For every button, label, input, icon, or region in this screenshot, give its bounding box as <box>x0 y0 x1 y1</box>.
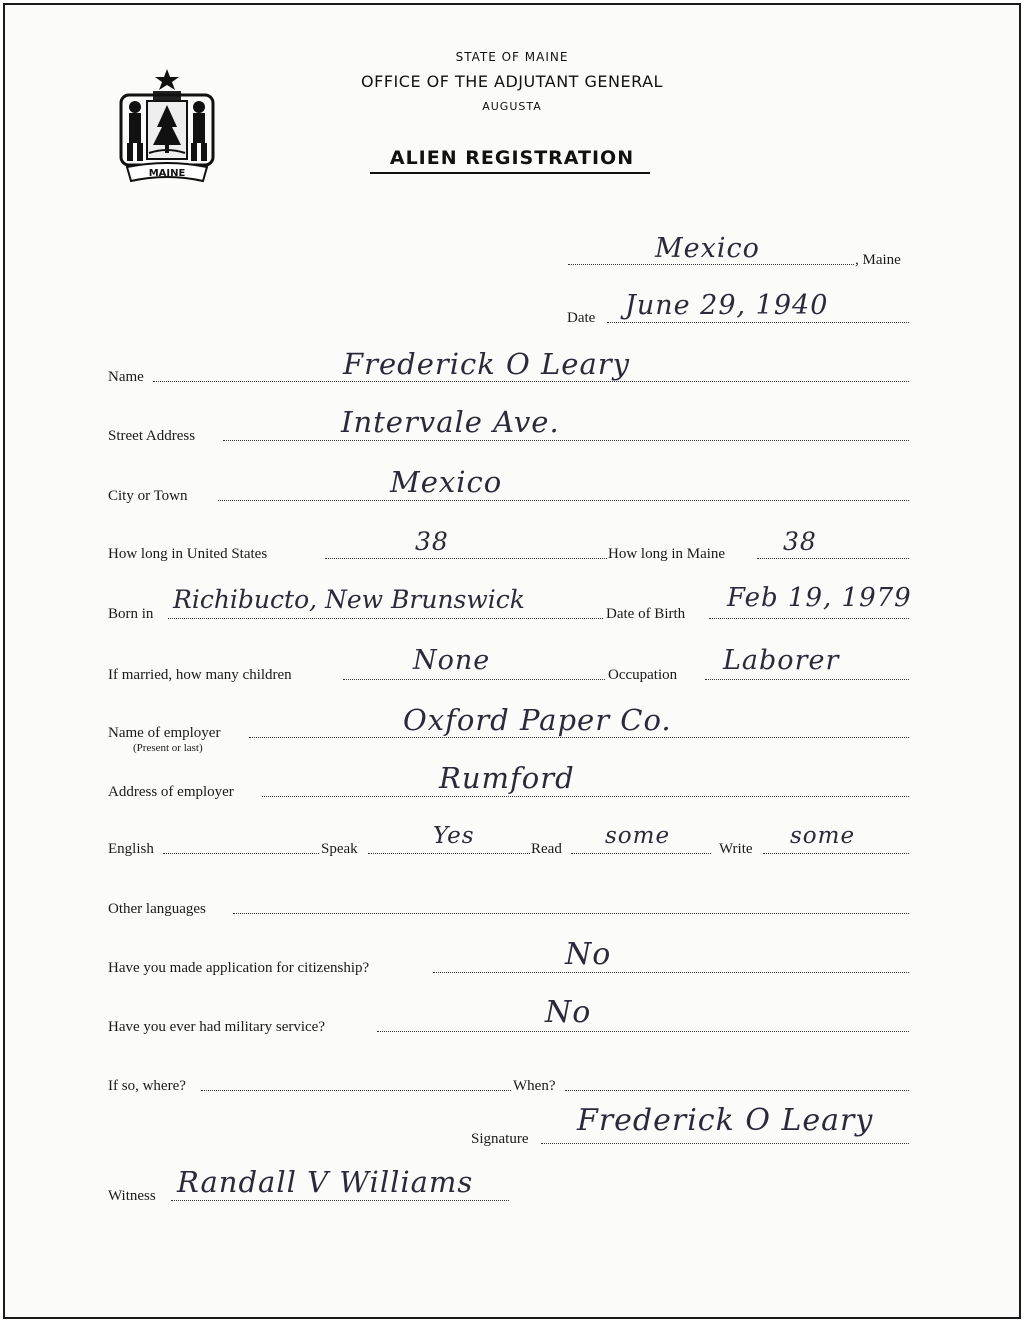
witness-dotted-line <box>171 1200 509 1201</box>
witness-value: Randall V Williams <box>177 1165 474 1199</box>
read-label: Read <box>531 841 562 857</box>
occupation-value: Laborer <box>723 645 840 676</box>
english-label: English <box>108 841 154 857</box>
employer-address-value: Rumford <box>439 761 575 795</box>
city-dotted-line <box>218 500 909 501</box>
name-value: Frederick O Leary <box>343 347 630 381</box>
write-dotted-line <box>763 853 909 854</box>
dob-label: Date of Birth <box>606 606 686 622</box>
form-title: ALIEN REGISTRATION <box>389 147 635 169</box>
town-suffix: , Maine <box>855 252 901 268</box>
read-dotted-line <box>571 853 711 854</box>
write-value: some <box>790 823 856 849</box>
dob-value: Feb 19, 1979 <box>727 583 912 613</box>
street-label: Street Address <box>108 428 196 444</box>
other-languages-dotted-line <box>233 913 909 914</box>
city-value: Mexico <box>390 465 503 499</box>
where-dotted-line <box>201 1090 511 1091</box>
citizenship-dotted-line <box>433 972 909 973</box>
maine-years-dotted-line <box>757 558 909 559</box>
us-years-dotted-line <box>325 558 607 559</box>
seal-banner-text: MAINE <box>148 168 186 179</box>
date-dotted-line <box>607 322 909 323</box>
date-value: June 29, 1940 <box>625 290 829 321</box>
born-label: Born in <box>108 606 154 622</box>
english-dotted-line <box>163 853 319 854</box>
write-label: Write <box>719 841 753 857</box>
born-dotted-line <box>168 618 603 619</box>
employer-label: Name of employer <box>108 725 221 741</box>
where-label: If so, where? <box>108 1078 186 1094</box>
speak-label: Speak <box>321 841 358 857</box>
occupation-label: Occupation <box>608 667 678 683</box>
children-value: None <box>413 645 491 676</box>
dob-dotted-line <box>709 618 909 619</box>
street-dotted-line <box>223 440 909 441</box>
us-years-label: How long in United States <box>108 546 268 562</box>
signature-dotted-line <box>541 1143 909 1144</box>
town-dotted-line <box>568 264 854 265</box>
when-dotted-line <box>565 1090 909 1091</box>
citizenship-label: Have you made application for citizenship? <box>108 960 370 976</box>
employer-dotted-line <box>249 737 909 738</box>
employer-address-label: Address of employer <box>108 784 234 800</box>
maine-years-label: How long in Maine <box>608 546 726 562</box>
alien-registration-form <box>3 3 1021 1319</box>
read-value: some <box>605 823 671 849</box>
born-value: Richibucto, New Brunswick <box>173 585 525 614</box>
date-label: Date <box>567 310 596 326</box>
employer-note: (Present or last) <box>133 742 203 754</box>
signature-value: Frederick O Leary <box>577 1103 874 1138</box>
other-languages-label: Other languages <box>108 901 206 917</box>
speak-value: Yes <box>433 823 475 849</box>
city-label: City or Town <box>108 488 188 504</box>
military-label: Have you ever had military service? <box>108 1019 325 1035</box>
header-state: STATE OF MAINE <box>455 50 569 64</box>
street-value: Intervale Ave. <box>341 405 560 439</box>
when-label: When? <box>513 1078 556 1094</box>
name-dotted-line <box>153 381 909 382</box>
children-label: If married, how many children <box>108 667 292 683</box>
name-label: Name <box>108 369 144 385</box>
town-value: Mexico <box>655 233 760 264</box>
employer-value: Oxford Paper Co. <box>403 703 672 737</box>
children-dotted-line <box>343 679 605 680</box>
citizenship-value: No <box>565 937 612 972</box>
military-dotted-line <box>377 1031 909 1032</box>
signature-label: Signature <box>471 1131 529 1147</box>
employer-address-dotted-line <box>262 796 909 797</box>
occupation-dotted-line <box>705 679 909 680</box>
speak-dotted-line <box>368 853 530 854</box>
header-office: OFFICE OF THE ADJUTANT GENERAL <box>361 72 663 91</box>
us-years-value: 38 <box>415 527 449 556</box>
maine-years-value: 38 <box>783 527 817 556</box>
header-city: AUGUSTA <box>482 100 542 113</box>
witness-label: Witness <box>108 1188 156 1204</box>
military-value: No <box>545 995 592 1030</box>
title-underline <box>370 172 650 174</box>
